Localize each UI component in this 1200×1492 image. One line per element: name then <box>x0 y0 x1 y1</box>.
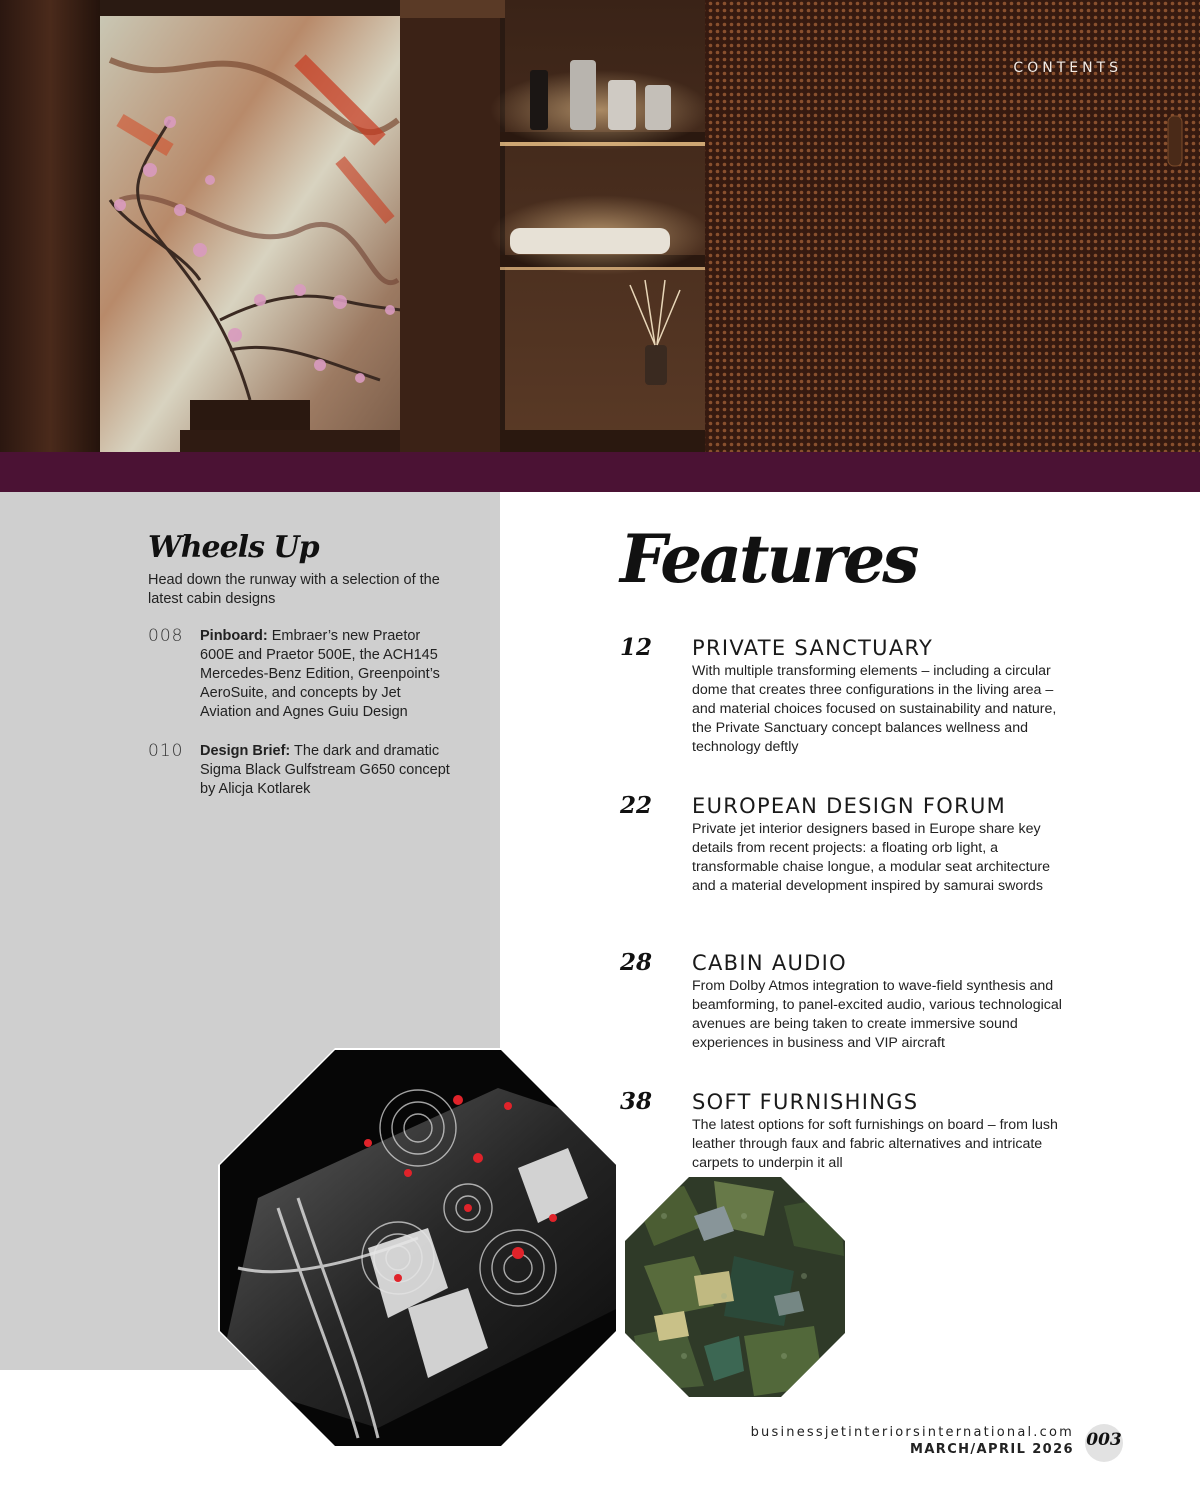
wheels-up-item-body: The dark and dramatic Sigma Black Gulfstream G650 concept by Alicja Kotlarek <box>200 743 450 797</box>
wheels-up-page: 010 <box>148 741 184 761</box>
feature-heading: EUROPEAN DESIGN FORUM <box>692 794 1007 818</box>
footer-website[interactable]: businessjetinteriorsinternational.com <box>750 1425 1074 1440</box>
footer-issue-date: MARCH/APRIL 2026 <box>909 1442 1074 1457</box>
wheels-up-item-text <box>200 742 452 799</box>
feature-heading: CABIN AUDIO <box>692 951 847 975</box>
cabin-audio-image <box>218 1048 618 1448</box>
carpet-image <box>624 1176 846 1398</box>
page-number: 003 <box>1086 1430 1122 1450</box>
feature-page: 22 <box>620 792 653 819</box>
wheels-up-title: Wheels Up <box>148 530 319 565</box>
feature-text: With multiple transforming elements – including a circular dome that creates three configurations in the living area – and material choices focused on sustainability and nature, the Private Sanctuary concept balances wellness and technology deftly <box>692 663 1057 755</box>
wheels-up-item-body: Embraer’s new Praetor 600E and Praetor 500E, the ACH145 Mercedes-Benz Edition, Greenpoint’s AeroSuite, and concepts by Jet Aviation and Agnes Guiu Design <box>200 628 440 720</box>
feature-text: From Dolby Atmos integration to wave-field synthesis and beamforming, to panel-excited audio, various technological avenues are being taken to create immersive sound experiences in business and VIP aircraft <box>692 978 1062 1051</box>
wheels-up-item-heading: Design Brief: <box>200 743 291 759</box>
accent-band <box>0 452 1200 492</box>
wheels-up-page: 008 <box>148 626 184 646</box>
features-title: Features <box>620 520 917 598</box>
feature-page: 28 <box>620 949 653 976</box>
hero-photo <box>0 0 1200 452</box>
feature-text: The latest options for soft furnishings on board – from lush leather through faux and fabric alternatives and intricate carpets to underpin it all <box>692 1117 1058 1171</box>
wheels-up-item-heading: Pinboard: <box>200 628 268 644</box>
feature-text: Private jet interior designers based in Europe share key details from recent projects: a floating orb light, a transformable chaise longue, a modular seat architecture and a material development inspired by samurai swords <box>692 821 1051 894</box>
feature-heading: SOFT FURNISHINGS <box>692 1090 919 1114</box>
feature-page: 38 <box>620 1088 653 1115</box>
feature-heading: PRIVATE SANCTUARY <box>692 636 934 660</box>
feature-page: 12 <box>620 634 653 661</box>
section-label: CONTENTS <box>1013 60 1122 76</box>
wheels-up-subtitle: Head down the runway with a selection of the latest cabin designs <box>148 572 440 607</box>
wheels-up-item-text <box>200 627 452 722</box>
